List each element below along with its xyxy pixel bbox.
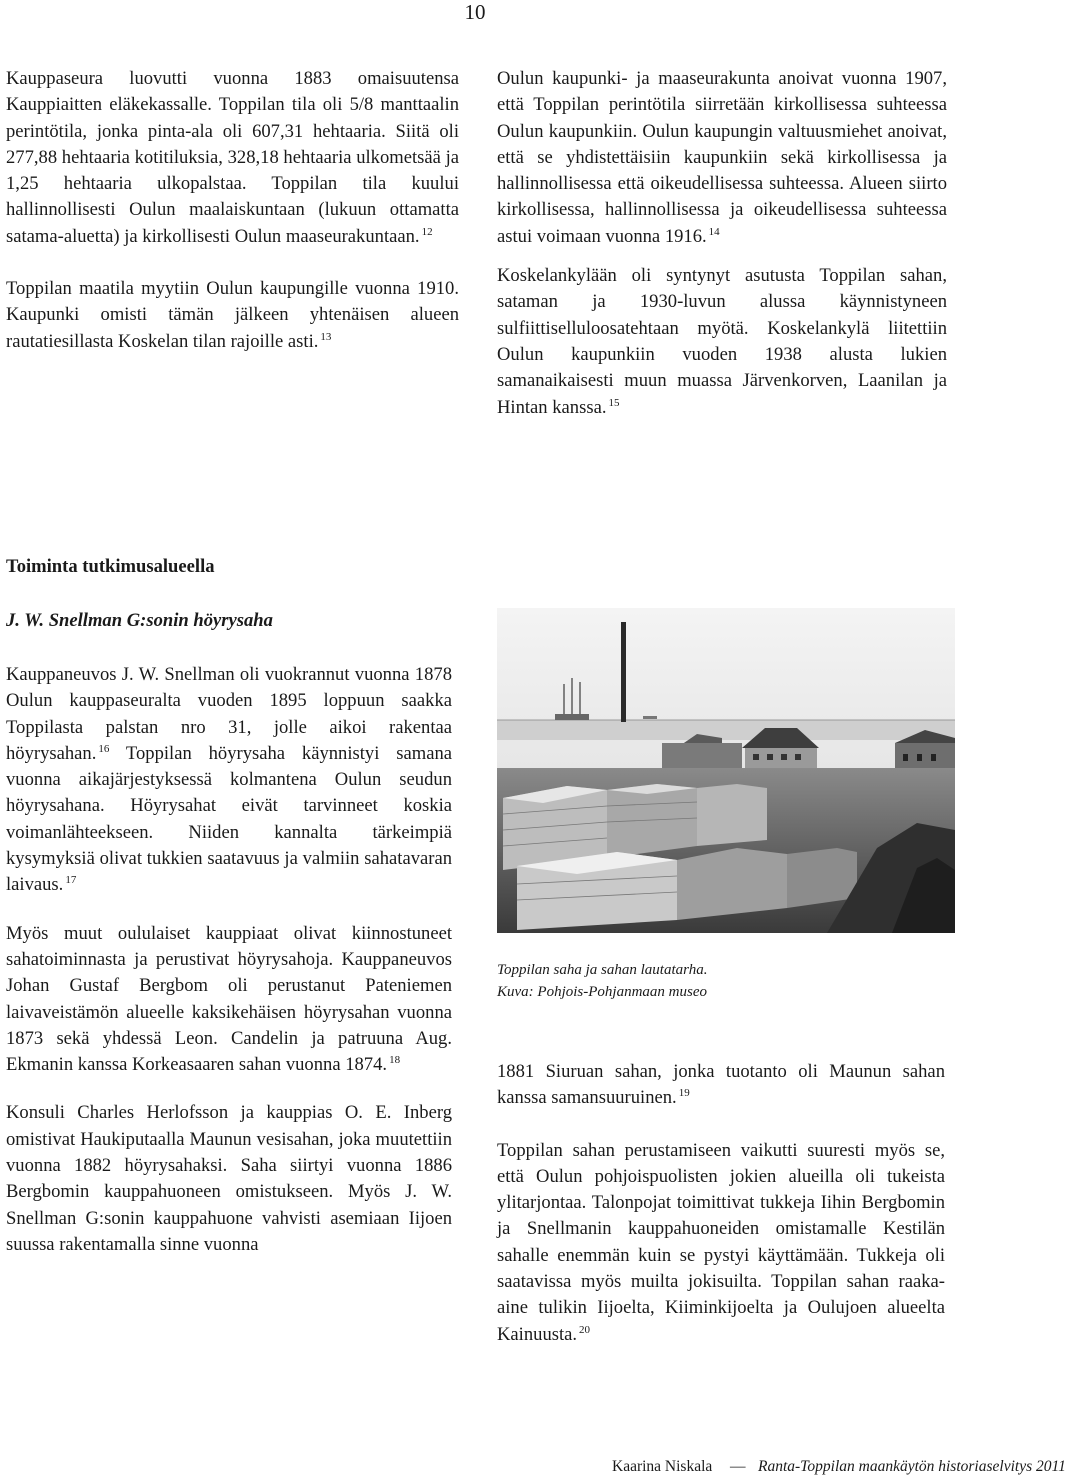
footnote-ref: 18 <box>389 1054 401 1067</box>
footer-author: Kaarina Niskala <box>612 1458 713 1475</box>
footnote-ref: 20 <box>579 1323 591 1336</box>
paragraph-text: Koskelankylään oli syntynyt asutusta Toppilan sahan, sataman ja 1930-luvun alussa käynnistyneen sulfiittiselluloosatehtaan myötä. Koskelankylä liitettiin Oulun kaupunkiin vuoden 1938 alusta lukien samanaikaisesti muun muassa Järvenkorven, Laanilan ja Hintan kanssa. <box>497 265 947 418</box>
paragraph-text: Myös muut oululaiset kauppiaat olivat kiinnostuneet sahatoiminnasta ja perustivat höyrysahoja. Kauppaneuvos Johan Gustaf Bergbom oli perustanut Pateniemen laivaveistämön alueelle kaksikehäisen höyrysahan vuonna 1873 sekä yhdessä Leon. Candelin ja patruuna Aug. Ekmanin kanssa Korkeasaaren sahan vuonna 1874. <box>6 922 452 1076</box>
paragraph <box>497 1138 945 1348</box>
paragraph <box>6 662 452 899</box>
footnote-ref: 15 <box>608 396 620 409</box>
sawmill-photo <box>497 608 955 933</box>
paragraph-text: Toppilan höyrysaha käynnistyi samana vuonna aikajärjestyksessä kolmantena Oulun seudun höyrysahana. Höyrysahat eivät tarvinneet koskia voimanlähteekseen. Niiden kannalta tärkeimpiä kysymyksiä olivat tukkien saatavuus ja valmiin sahatavaran laivaus. <box>6 742 453 896</box>
paragraph <box>6 66 459 250</box>
figure-caption <box>497 959 937 1003</box>
subsection-heading: J. W. Snellman G:sonin höyrysaha <box>6 610 273 631</box>
left-column-top <box>6 66 459 355</box>
footnote-ref: 13 <box>320 330 332 343</box>
footer-title: Ranta-Toppilan maankäytön historiaselvitys 2011 <box>758 1458 1066 1475</box>
paragraph-text: Toppilan sahan perustamiseen vaikutti suuresti myös se, että Oulun pohjoispuolisten jokien alueilla oli tukeista ylitarjontaa. Talonpojat toimittivat tukkeja Iihin Bergbomin ja Snellmanin kauppahuoneiden omistamalle Kestilän sahalle enemmän kuin se pystyi käyttämään. Tukkeja oli saatavissa myös muilta jokisuilta. Toppilan sahan raaka-aine tulikin Iijoelta, Kiiminkijoelta ja Oulujoen alueelta Kainuusta. <box>497 1139 945 1345</box>
paragraph <box>6 921 452 1079</box>
paragraph-text: 1881 Siuruan sahan, jonka tuotanto oli Maunun sahan kanssa samansuuruinen. <box>497 1061 945 1109</box>
paragraph <box>497 66 947 250</box>
left-column-bottom <box>6 662 452 1258</box>
paragraph <box>6 1100 452 1258</box>
right-column-top <box>497 66 947 421</box>
paragraph <box>6 276 459 355</box>
footnote-ref: 17 <box>65 874 77 887</box>
paragraph-text: Kauppaneuvos J. W. Snellman oli vuokrannut vuonna 1878 Oulun kauppaseuralta vuoden 1895 loppuun saakka Toppilasta palstan nro 31, jolle aikoi rakentaa höyrysahan. <box>6 664 452 764</box>
paragraph <box>497 1059 945 1112</box>
page-number: 10 <box>464 0 486 24</box>
paragraph-text: Kauppaseura luovutti vuonna 1883 omaisuutensa Kauppiaitten eläkekassalle. Toppilan tila oli 5/8 manttaalin perintötila, jonka pinta-ala oli 607,31 hehtaaria. Siitä oli 277,88 hehtaaria kotitiluksia, 328,18 hehtaaria ulkometsää ja 1,25 hehtaaria ulkopalstaa. Toppilan tila kuului hallinnollisesti Oulun maalaiskuntaan (lukuun ottamatta satama-aluetta) ja kirkollisesti Oulun maaseurakuntaan. <box>6 68 459 247</box>
right-column-bottom <box>497 1059 945 1348</box>
footnote-ref: 16 <box>98 742 110 755</box>
caption-title: Toppilan saha ja sahan lautatarha. <box>497 962 708 978</box>
footnote-ref: 19 <box>678 1087 690 1100</box>
footnote-ref: 14 <box>708 225 720 238</box>
footnote-ref: 12 <box>421 225 433 238</box>
section-heading: Toiminta tutkimusalueella <box>6 556 215 577</box>
paragraph-text: Konsuli Charles Herlofsson ja kauppias O. E. Inberg omistivat Haukiputaalla Maunun vesisahan, joka muutettiin vuonna 1882 höyrysahaksi. Saha siirtyi vuonna 1886 Bergbomin kauppahuoneen omistukseen. Myös J. W. Snellman G:sonin kauppahuone vahvisti asemiaan Iijoen suussa rakentamalla sinne vuonna <box>6 1102 452 1255</box>
paragraph-text: Oulun kaupunki- ja maaseurakunta anoivat vuonna 1907, että Toppilan perintötila siirretään kirkollisessa suhteessa Oulun kaupunkiin. Oulun kaupungin valtuusmiehet anoivat, että se yhdistettäisiin kaupunkiin sekä kirkollisessa ja hallinnollisessa että oikeudellisessa suhteessa. Alueen siirto kirkollisessa, hallinnollisessa ja oikeudellisessa suhteessa astui voimaan vuonna 1916. <box>497 68 947 247</box>
caption-credit: Kuva: Pohjois-Pohjanmaan museo <box>497 984 707 1000</box>
paragraph <box>497 263 947 421</box>
paragraph-text: Toppilan maatila myytiin Oulun kaupungille vuonna 1910. Kaupunki omisti tämän jälkeen yhtenäisen alueen rautatiesillasta Koskelan tilan rajoille asti. <box>6 278 459 352</box>
footer-dash: — <box>730 1458 746 1475</box>
